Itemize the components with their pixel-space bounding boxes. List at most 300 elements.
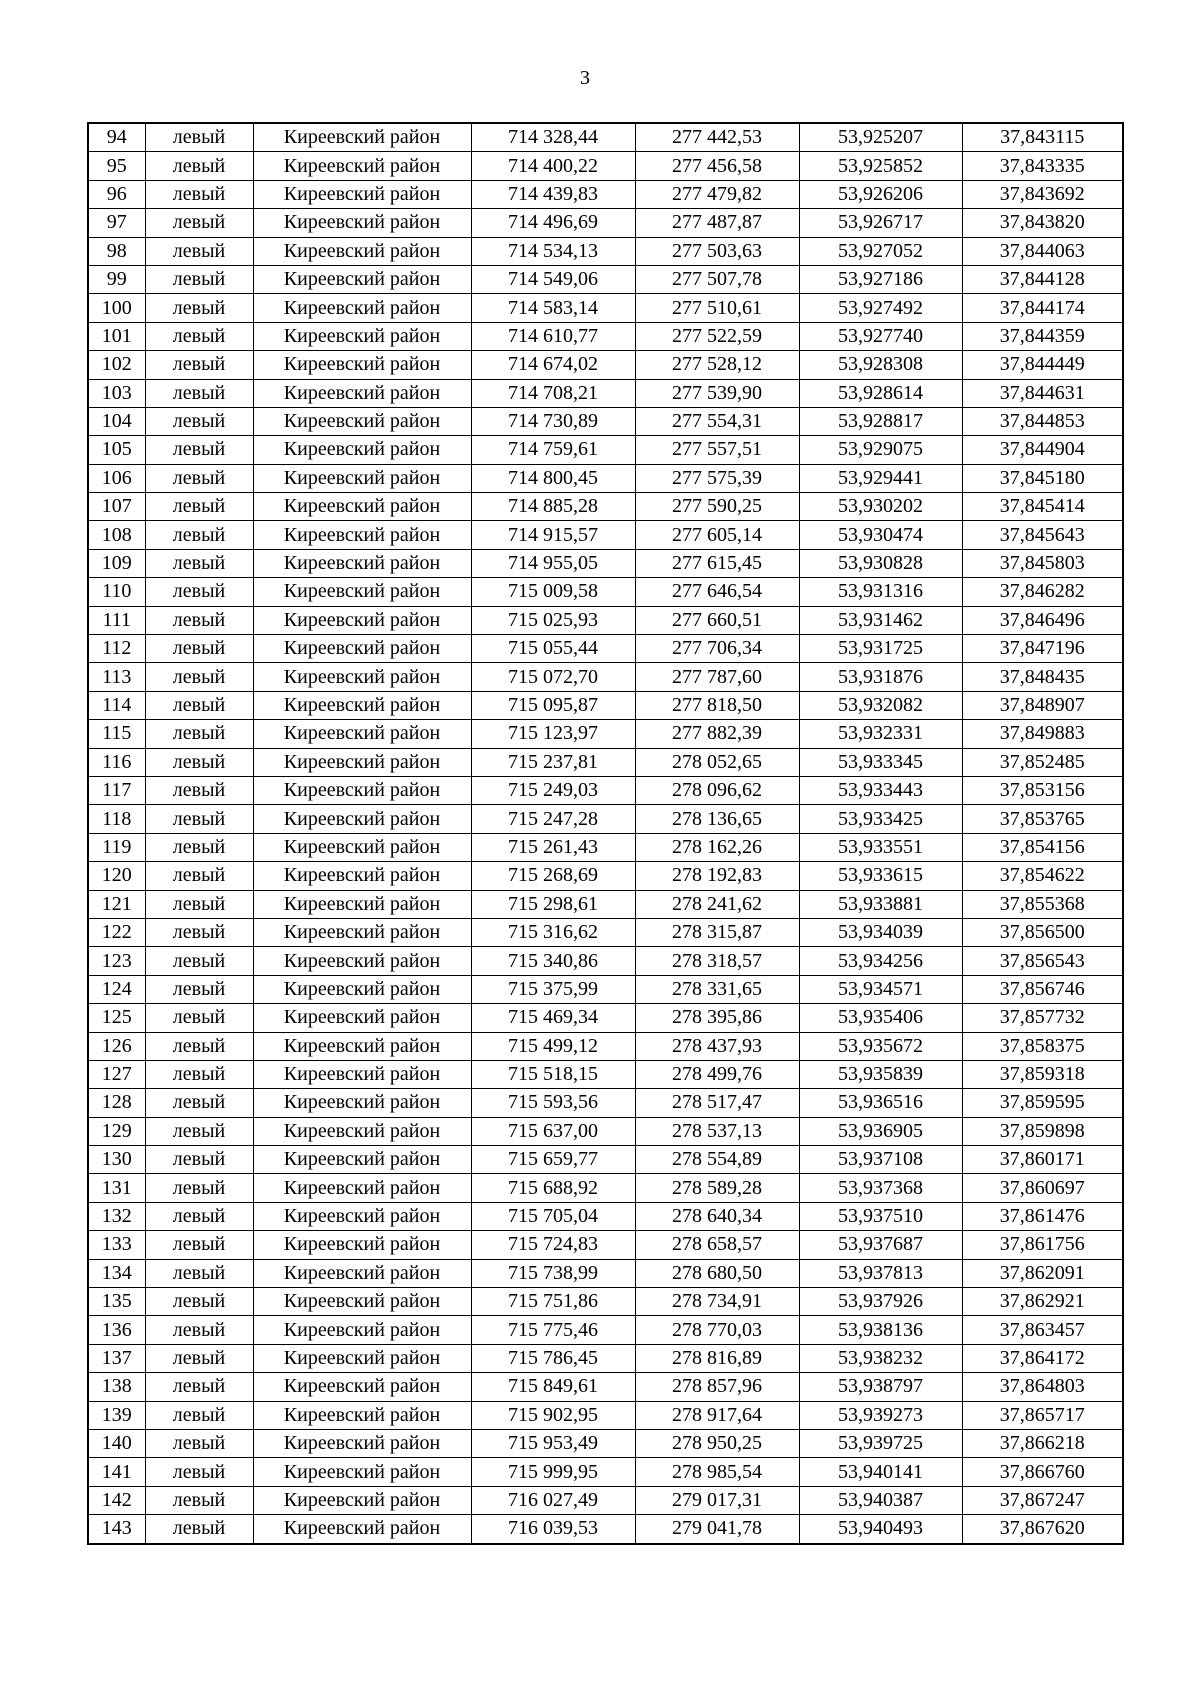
table-row	[88, 1316, 1123, 1344]
latitude-cell: 53,931725	[799, 635, 962, 663]
side-cell: левый	[145, 1288, 253, 1316]
side-cell: левый	[145, 691, 253, 719]
district-cell: Киреевский район	[253, 918, 471, 946]
district-cell: Киреевский район	[253, 294, 471, 322]
side-cell: левый	[145, 265, 253, 293]
point-number-cell: 127	[88, 1060, 145, 1088]
coord-x-cell: 715 688,92	[471, 1174, 635, 1202]
page-number: 3	[580, 67, 590, 89]
coord-y-cell: 277 706,34	[635, 635, 799, 663]
coord-x-cell: 715 261,43	[471, 833, 635, 861]
side-cell: левый	[145, 1231, 253, 1259]
coord-y-cell: 278 192,83	[635, 862, 799, 890]
district-cell: Киреевский район	[253, 862, 471, 890]
table-row	[88, 265, 1123, 293]
coord-y-cell: 277 503,63	[635, 237, 799, 265]
latitude-cell: 53,933551	[799, 833, 962, 861]
side-cell: левый	[145, 493, 253, 521]
table-row	[88, 862, 1123, 890]
point-number-cell: 110	[88, 578, 145, 606]
point-number-cell: 98	[88, 237, 145, 265]
coord-x-cell: 714 610,77	[471, 322, 635, 350]
coord-x-cell: 715 724,83	[471, 1231, 635, 1259]
district-cell: Киреевский район	[253, 123, 471, 152]
point-number-cell: 123	[88, 947, 145, 975]
side-cell: левый	[145, 606, 253, 634]
coord-y-cell: 277 557,51	[635, 436, 799, 464]
point-number-cell: 132	[88, 1202, 145, 1230]
point-number-cell: 96	[88, 180, 145, 208]
latitude-cell: 53,935406	[799, 1004, 962, 1032]
longitude-cell: 37,853765	[962, 805, 1123, 833]
table-row	[88, 890, 1123, 918]
longitude-cell: 37,865717	[962, 1401, 1123, 1429]
point-number-cell: 119	[88, 833, 145, 861]
longitude-cell: 37,845803	[962, 549, 1123, 577]
latitude-cell: 53,928614	[799, 379, 962, 407]
side-cell: левый	[145, 379, 253, 407]
coord-x-cell: 715 375,99	[471, 975, 635, 1003]
side-cell: левый	[145, 1004, 253, 1032]
side-cell: левый	[145, 322, 253, 350]
point-number-cell: 126	[88, 1032, 145, 1060]
table-row	[88, 1373, 1123, 1401]
coord-x-cell: 714 496,69	[471, 209, 635, 237]
coord-y-cell: 278 658,57	[635, 1231, 799, 1259]
side-cell: левый	[145, 1202, 253, 1230]
district-cell: Киреевский район	[253, 1373, 471, 1401]
coord-x-cell: 715 469,34	[471, 1004, 635, 1032]
side-cell: левый	[145, 521, 253, 549]
latitude-cell: 53,926206	[799, 180, 962, 208]
district-cell: Киреевский район	[253, 1486, 471, 1514]
latitude-cell: 53,940387	[799, 1486, 962, 1514]
side-cell: левый	[145, 1032, 253, 1060]
district-cell: Киреевский район	[253, 265, 471, 293]
table-row	[88, 918, 1123, 946]
longitude-cell: 37,858375	[962, 1032, 1123, 1060]
point-number-cell: 117	[88, 776, 145, 804]
district-cell: Киреевский район	[253, 152, 471, 180]
district-cell: Киреевский район	[253, 1174, 471, 1202]
latitude-cell: 53,933345	[799, 748, 962, 776]
longitude-cell: 37,849883	[962, 720, 1123, 748]
longitude-cell: 37,844128	[962, 265, 1123, 293]
coord-y-cell: 278 816,89	[635, 1344, 799, 1372]
coord-y-cell: 277 442,53	[635, 123, 799, 152]
side-cell: левый	[145, 720, 253, 748]
table-row	[88, 1231, 1123, 1259]
latitude-cell: 53,939725	[799, 1429, 962, 1457]
latitude-cell: 53,930202	[799, 493, 962, 521]
district-cell: Киреевский район	[253, 209, 471, 237]
coord-y-cell: 277 605,14	[635, 521, 799, 549]
coord-x-cell: 716 027,49	[471, 1486, 635, 1514]
point-number-cell: 128	[88, 1089, 145, 1117]
latitude-cell: 53,940141	[799, 1458, 962, 1486]
district-cell: Киреевский район	[253, 975, 471, 1003]
district-cell: Киреевский район	[253, 635, 471, 663]
table-row	[88, 975, 1123, 1003]
coord-x-cell: 714 328,44	[471, 123, 635, 152]
point-number-cell: 108	[88, 521, 145, 549]
side-cell: левый	[145, 1117, 253, 1145]
coord-x-cell: 714 674,02	[471, 351, 635, 379]
latitude-cell: 53,930828	[799, 549, 962, 577]
latitude-cell: 53,933425	[799, 805, 962, 833]
longitude-cell: 37,852485	[962, 748, 1123, 776]
point-number-cell: 111	[88, 606, 145, 634]
table-row	[88, 1146, 1123, 1174]
longitude-cell: 37,867620	[962, 1515, 1123, 1544]
coord-y-cell: 277 882,39	[635, 720, 799, 748]
district-cell: Киреевский район	[253, 1060, 471, 1088]
longitude-cell: 37,843820	[962, 209, 1123, 237]
coordinates-table	[87, 122, 1124, 1545]
side-cell: левый	[145, 1401, 253, 1429]
coord-y-cell: 278 136,65	[635, 805, 799, 833]
district-cell: Киреевский район	[253, 407, 471, 435]
side-cell: левый	[145, 407, 253, 435]
table-row	[88, 1429, 1123, 1457]
point-number-cell: 133	[88, 1231, 145, 1259]
coord-x-cell: 715 072,70	[471, 663, 635, 691]
point-number-cell: 143	[88, 1515, 145, 1544]
district-cell: Киреевский район	[253, 1202, 471, 1230]
coord-y-cell: 277 522,59	[635, 322, 799, 350]
district-cell: Киреевский район	[253, 1032, 471, 1060]
coord-x-cell: 715 902,95	[471, 1401, 635, 1429]
table-row	[88, 407, 1123, 435]
coord-x-cell: 715 268,69	[471, 862, 635, 890]
coord-y-cell: 278 162,26	[635, 833, 799, 861]
latitude-cell: 53,933881	[799, 890, 962, 918]
latitude-cell: 53,937687	[799, 1231, 962, 1259]
latitude-cell: 53,938797	[799, 1373, 962, 1401]
latitude-cell: 53,931876	[799, 663, 962, 691]
side-cell: левый	[145, 947, 253, 975]
longitude-cell: 37,847196	[962, 635, 1123, 663]
longitude-cell: 37,856543	[962, 947, 1123, 975]
point-number-cell: 134	[88, 1259, 145, 1287]
side-cell: левый	[145, 663, 253, 691]
district-cell: Киреевский район	[253, 578, 471, 606]
side-cell: левый	[145, 152, 253, 180]
coord-y-cell: 278 395,86	[635, 1004, 799, 1032]
longitude-cell: 37,846496	[962, 606, 1123, 634]
point-number-cell: 136	[88, 1316, 145, 1344]
table-row	[88, 1401, 1123, 1429]
table-row	[88, 1486, 1123, 1514]
longitude-cell: 37,861756	[962, 1231, 1123, 1259]
latitude-cell: 53,936516	[799, 1089, 962, 1117]
longitude-cell: 37,864803	[962, 1373, 1123, 1401]
longitude-cell: 37,848435	[962, 663, 1123, 691]
point-number-cell: 137	[88, 1344, 145, 1372]
district-cell: Киреевский район	[253, 436, 471, 464]
side-cell: левый	[145, 294, 253, 322]
table-row	[88, 833, 1123, 861]
longitude-cell: 37,844063	[962, 237, 1123, 265]
coord-y-cell: 277 487,87	[635, 209, 799, 237]
longitude-cell: 37,846282	[962, 578, 1123, 606]
point-number-cell: 113	[88, 663, 145, 691]
district-cell: Киреевский район	[253, 464, 471, 492]
longitude-cell: 37,854622	[962, 862, 1123, 890]
longitude-cell: 37,856500	[962, 918, 1123, 946]
district-cell: Киреевский район	[253, 720, 471, 748]
coord-x-cell: 715 499,12	[471, 1032, 635, 1060]
longitude-cell: 37,860171	[962, 1146, 1123, 1174]
coord-y-cell: 277 507,78	[635, 265, 799, 293]
point-number-cell: 121	[88, 890, 145, 918]
point-number-cell: 101	[88, 322, 145, 350]
coord-y-cell: 278 096,62	[635, 776, 799, 804]
latitude-cell: 53,931316	[799, 578, 962, 606]
point-number-cell: 130	[88, 1146, 145, 1174]
longitude-cell: 37,867247	[962, 1486, 1123, 1514]
point-number-cell: 109	[88, 549, 145, 577]
table-row	[88, 549, 1123, 577]
coord-y-cell: 278 499,76	[635, 1060, 799, 1088]
longitude-cell: 37,861476	[962, 1202, 1123, 1230]
latitude-cell: 53,932082	[799, 691, 962, 719]
latitude-cell: 53,927186	[799, 265, 962, 293]
table-row	[88, 152, 1123, 180]
coord-x-cell: 716 039,53	[471, 1515, 635, 1544]
coord-x-cell: 715 999,95	[471, 1458, 635, 1486]
longitude-cell: 37,843115	[962, 123, 1123, 152]
district-cell: Киреевский район	[253, 1089, 471, 1117]
latitude-cell: 53,931462	[799, 606, 962, 634]
side-cell: левый	[145, 833, 253, 861]
table-row	[88, 464, 1123, 492]
side-cell: левый	[145, 180, 253, 208]
coord-x-cell: 715 738,99	[471, 1259, 635, 1287]
coord-y-cell: 277 510,61	[635, 294, 799, 322]
point-number-cell: 120	[88, 862, 145, 890]
coord-y-cell: 279 017,31	[635, 1486, 799, 1514]
table-row	[88, 1458, 1123, 1486]
table-row	[88, 1344, 1123, 1372]
district-cell: Киреевский район	[253, 351, 471, 379]
coord-x-cell: 715 247,28	[471, 805, 635, 833]
table-row	[88, 776, 1123, 804]
coord-y-cell: 277 590,25	[635, 493, 799, 521]
latitude-cell: 53,928308	[799, 351, 962, 379]
table-row	[88, 1515, 1123, 1544]
side-cell: левый	[145, 805, 253, 833]
coord-x-cell: 714 955,05	[471, 549, 635, 577]
district-cell: Киреевский район	[253, 1259, 471, 1287]
point-number-cell: 97	[88, 209, 145, 237]
point-number-cell: 129	[88, 1117, 145, 1145]
table-row	[88, 1174, 1123, 1202]
longitude-cell: 37,844359	[962, 322, 1123, 350]
coord-y-cell: 277 615,45	[635, 549, 799, 577]
point-number-cell: 140	[88, 1429, 145, 1457]
side-cell: левый	[145, 1486, 253, 1514]
coord-y-cell: 278 589,28	[635, 1174, 799, 1202]
coord-y-cell: 278 680,50	[635, 1259, 799, 1287]
side-cell: левый	[145, 1429, 253, 1457]
latitude-cell: 53,935839	[799, 1060, 962, 1088]
longitude-cell: 37,862091	[962, 1259, 1123, 1287]
coord-x-cell: 714 708,21	[471, 379, 635, 407]
table-body	[88, 123, 1123, 1544]
point-number-cell: 125	[88, 1004, 145, 1032]
latitude-cell: 53,927740	[799, 322, 962, 350]
district-cell: Киреевский район	[253, 776, 471, 804]
table-row	[88, 1202, 1123, 1230]
coord-x-cell: 715 249,03	[471, 776, 635, 804]
coord-y-cell: 277 479,82	[635, 180, 799, 208]
latitude-cell: 53,928817	[799, 407, 962, 435]
longitude-cell: 37,864172	[962, 1344, 1123, 1372]
district-cell: Киреевский район	[253, 1316, 471, 1344]
longitude-cell: 37,866760	[962, 1458, 1123, 1486]
latitude-cell: 53,932331	[799, 720, 962, 748]
longitude-cell: 37,863457	[962, 1316, 1123, 1344]
district-cell: Киреевский район	[253, 493, 471, 521]
side-cell: левый	[145, 578, 253, 606]
point-number-cell: 95	[88, 152, 145, 180]
coord-x-cell: 715 705,04	[471, 1202, 635, 1230]
table-row	[88, 123, 1123, 152]
table-row	[88, 294, 1123, 322]
latitude-cell: 53,937108	[799, 1146, 962, 1174]
longitude-cell: 37,844904	[962, 436, 1123, 464]
point-number-cell: 114	[88, 691, 145, 719]
latitude-cell: 53,927492	[799, 294, 962, 322]
coord-x-cell: 715 237,81	[471, 748, 635, 776]
table-row	[88, 521, 1123, 549]
coord-y-cell: 278 517,47	[635, 1089, 799, 1117]
coord-x-cell: 715 025,93	[471, 606, 635, 634]
point-number-cell: 131	[88, 1174, 145, 1202]
table-row	[88, 322, 1123, 350]
district-cell: Киреевский район	[253, 748, 471, 776]
latitude-cell: 53,934571	[799, 975, 962, 1003]
point-number-cell: 112	[88, 635, 145, 663]
coord-x-cell: 714 730,89	[471, 407, 635, 435]
longitude-cell: 37,845180	[962, 464, 1123, 492]
district-cell: Киреевский район	[253, 1117, 471, 1145]
latitude-cell: 53,937368	[799, 1174, 962, 1202]
table-row	[88, 691, 1123, 719]
coord-y-cell: 278 437,93	[635, 1032, 799, 1060]
district-cell: Киреевский район	[253, 890, 471, 918]
side-cell: левый	[145, 351, 253, 379]
side-cell: левый	[145, 464, 253, 492]
table-row	[88, 209, 1123, 237]
latitude-cell: 53,934256	[799, 947, 962, 975]
side-cell: левый	[145, 1373, 253, 1401]
point-number-cell: 115	[88, 720, 145, 748]
district-cell: Киреевский район	[253, 606, 471, 634]
district-cell: Киреевский район	[253, 805, 471, 833]
point-number-cell: 107	[88, 493, 145, 521]
point-number-cell: 116	[88, 748, 145, 776]
district-cell: Киреевский район	[253, 1515, 471, 1544]
table-row	[88, 436, 1123, 464]
coord-y-cell: 277 646,54	[635, 578, 799, 606]
latitude-cell: 53,927052	[799, 237, 962, 265]
district-cell: Киреевский район	[253, 1401, 471, 1429]
latitude-cell: 53,933615	[799, 862, 962, 890]
coord-x-cell: 715 123,97	[471, 720, 635, 748]
district-cell: Киреевский район	[253, 237, 471, 265]
point-number-cell: 122	[88, 918, 145, 946]
table-row	[88, 578, 1123, 606]
longitude-cell: 37,844631	[962, 379, 1123, 407]
coord-y-cell: 278 985,54	[635, 1458, 799, 1486]
table-row	[88, 493, 1123, 521]
coord-y-cell: 278 241,62	[635, 890, 799, 918]
coord-y-cell: 278 917,64	[635, 1401, 799, 1429]
longitude-cell: 37,859595	[962, 1089, 1123, 1117]
coord-y-cell: 277 575,39	[635, 464, 799, 492]
coord-x-cell: 714 439,83	[471, 180, 635, 208]
side-cell: левый	[145, 549, 253, 577]
point-number-cell: 106	[88, 464, 145, 492]
coord-y-cell: 279 041,78	[635, 1515, 799, 1544]
point-number-cell: 104	[88, 407, 145, 435]
latitude-cell: 53,936905	[799, 1117, 962, 1145]
coord-x-cell: 714 549,06	[471, 265, 635, 293]
district-cell: Киреевский район	[253, 833, 471, 861]
coord-x-cell: 715 953,49	[471, 1429, 635, 1457]
latitude-cell: 53,938232	[799, 1344, 962, 1372]
coord-y-cell: 278 640,34	[635, 1202, 799, 1230]
latitude-cell: 53,937813	[799, 1259, 962, 1287]
table-row	[88, 635, 1123, 663]
longitude-cell: 37,843335	[962, 152, 1123, 180]
side-cell: левый	[145, 1515, 253, 1544]
point-number-cell: 105	[88, 436, 145, 464]
coord-x-cell: 714 759,61	[471, 436, 635, 464]
coord-x-cell: 715 298,61	[471, 890, 635, 918]
table-row	[88, 1032, 1123, 1060]
longitude-cell: 37,845414	[962, 493, 1123, 521]
point-number-cell: 138	[88, 1373, 145, 1401]
coord-x-cell: 715 009,58	[471, 578, 635, 606]
coord-x-cell: 715 593,56	[471, 1089, 635, 1117]
point-number-cell: 100	[88, 294, 145, 322]
district-cell: Киреевский район	[253, 379, 471, 407]
district-cell: Киреевский район	[253, 947, 471, 975]
latitude-cell: 53,926717	[799, 209, 962, 237]
coord-x-cell: 714 400,22	[471, 152, 635, 180]
longitude-cell: 37,843692	[962, 180, 1123, 208]
longitude-cell: 37,859898	[962, 1117, 1123, 1145]
table-row	[88, 663, 1123, 691]
table-row	[88, 1288, 1123, 1316]
longitude-cell: 37,848907	[962, 691, 1123, 719]
point-number-cell: 103	[88, 379, 145, 407]
side-cell: левый	[145, 436, 253, 464]
point-number-cell: 94	[88, 123, 145, 152]
side-cell: левый	[145, 1146, 253, 1174]
coord-x-cell: 715 659,77	[471, 1146, 635, 1174]
latitude-cell: 53,937510	[799, 1202, 962, 1230]
table-row	[88, 748, 1123, 776]
longitude-cell: 37,860697	[962, 1174, 1123, 1202]
coord-x-cell: 715 518,15	[471, 1060, 635, 1088]
table-row	[88, 1060, 1123, 1088]
table-row	[88, 947, 1123, 975]
table-row	[88, 180, 1123, 208]
